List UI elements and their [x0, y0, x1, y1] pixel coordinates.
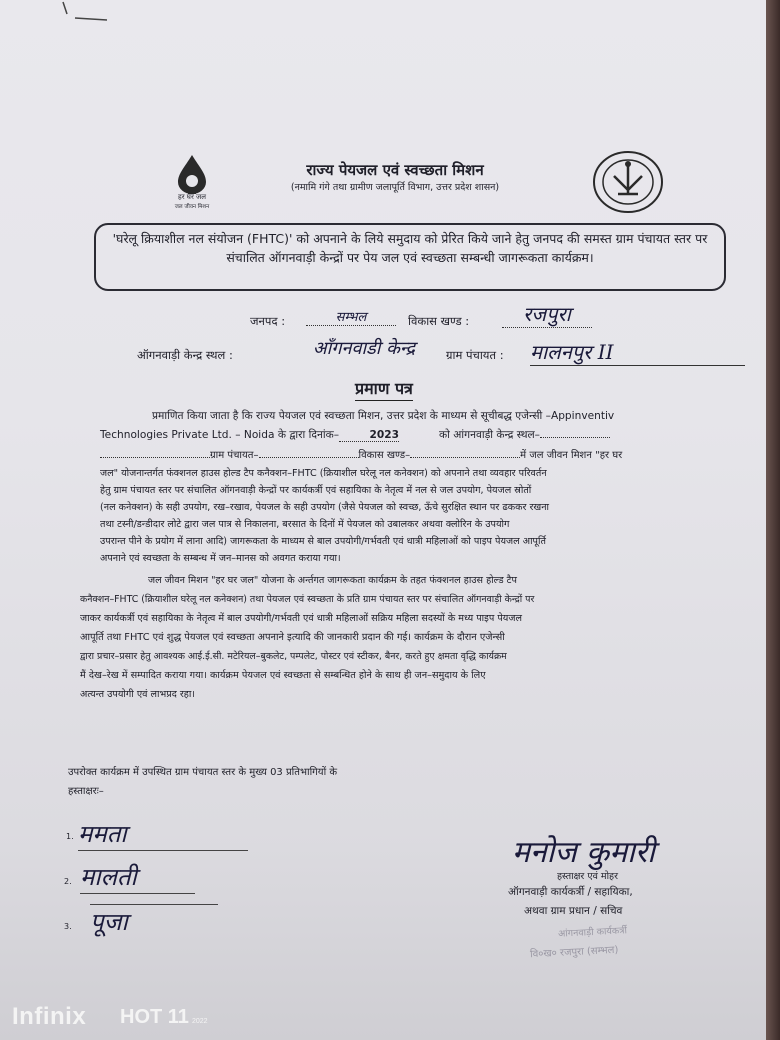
signature-caption: हस्ताक्षर एवं मोहर: [557, 871, 618, 882]
program-title: 'घरेलू क्रियाशील नल संयोजन (FHTC)' को अपनाने के लिये समुदाय को प्रेरित किये जाने हेतु जनपद की समस्त ग्राम पंचायत स्तर पर संचालित ऑगनवाड़ी केन्द्रों पर पेय जल एवं स्वच्छता सम्बन्धी जागरूकता कार्यक्रम।: [112, 231, 708, 265]
participant-signature: मालती: [80, 860, 195, 894]
participants-signature-label: हस्ताक्षरः–: [68, 786, 104, 797]
camera-model-watermark: HOT 11: [120, 1006, 189, 1028]
participants-intro: उपरोक्त कार्यक्रम में उपस्थित ग्राम पंचायत स्तर के मुख्य 03 प्रतिभागियों के: [68, 767, 338, 778]
body-line-3-c: में जल जीवन मिशन "हर घर: [520, 450, 623, 461]
body-line-7: तथा टस्नी/डन्डीदार लोटे द्वारा जल पात्र से निकालना, बरसात के दिनों में पेयजल को उबालकर अथवा क्लोरिन के उपयोग: [100, 519, 510, 530]
vikas-khand-value: रजपुरा: [502, 300, 592, 328]
body-line-2-date: 2023: [339, 429, 399, 442]
vikas-khand-label: विकास खण्ड :: [408, 314, 470, 328]
signatory-role-2: अथवा ग्राम प्रधान / सचिव: [524, 905, 623, 917]
stamp-line-1: आंगनवाड़ी कार्यकर्त्री: [557, 925, 628, 940]
body-line-6: (नल कनेक्शन) के सही उपयोग, रख–रखाव, पेयजल के सही उपयोग (जैसे पेयजल को स्वच्छ, ऊँचे सुरक्षित स्थान पर ढककर रखना: [100, 502, 550, 513]
para2-line: आपूर्ति तथा FHTC एवं शुद्ध पेयजल एवं स्वच्छता अपनाने इत्यादि की जानकारी प्रदान की गई। कार्यक्रम के दौरान एजेन्सी: [80, 632, 505, 643]
body-line-4: जल" योजनान्तर्गत फंक्शनल हाउस होल्ड टैप कनैक्शन–FHTC (क्रियाशील घरेलू नल कनेक्शन) को अपनाने तथा व्यवहार परिवर्तन: [100, 468, 547, 479]
camera-brand-watermark: Infinix: [12, 1003, 87, 1030]
top-pen-marks: [55, 0, 115, 25]
para2-line: जल जीवन मिशन "हर घर जल" योजना के अर्न्तगत जागरूकता कार्यक्रम के तहत फंक्शनल हाउस होल्ड टैप: [148, 575, 517, 586]
camera-year-watermark: 2022: [192, 1018, 208, 1025]
participant-number: 2.: [64, 877, 72, 886]
body-line-9: अपनाने एवं स्वच्छता के सम्बन्ध में जन–मानस को अवगत कराया गया।: [100, 553, 341, 564]
para2-line: कनैक्शन–FHTC (क्रियाशील घरेलू नल कनेक्शन) तथा पेयजल एवं स्वच्छता के प्रति ग्राम पंचायत स्तर पर संचालित ऑगनवाड़ी केन्द्रों पर: [80, 594, 535, 605]
para2-line: मैं देख–रेख में सम्पादित कराया गया। कार्यक्रम पेयजल एवं स्वच्छता से सम्बन्धित होने के साथ ही जन–समुदाय के लिए: [80, 670, 486, 681]
body-line-2: [100, 428, 610, 442]
org-title: राज्य पेयजल एवं स्वच्छता मिशन: [306, 161, 484, 179]
body-line-2-a: Technologies Private Ltd. – Noida के द्वारा दिनांक–: [100, 429, 340, 441]
body-line-5: हेतु ग्राम पंचायत स्तर पर संचालित ऑगनवाड़ी केन्द्रों पर कार्यकर्त्री एवं सहायिका के नेतृत्व में नल से जल उपयोग, पेयजल स्रोतों: [100, 485, 532, 496]
logo-caption: हर घर जल: [178, 193, 206, 201]
har-ghar-jal-logo: [162, 152, 222, 218]
kendra-value: आँगनवाडी केन्द्र: [312, 338, 416, 359]
participant-signature: ममता: [78, 817, 248, 851]
participant-signature: पूजा: [90, 904, 218, 938]
janpad-label: जनपद :: [250, 314, 286, 328]
body-line-8: उपरान्त पीने के प्रयोग में लाना आदि) जागरूकता के माध्यम से बाल उपयोगी/गर्भवती एवं धात्री महिलाओं को पाइप पेयजल आपूर्ति: [100, 536, 546, 547]
para2-line: जाकर कार्यकर्त्री एवं सहायिका के नेतृत्व में बाल उपयोगी/गर्भवती एवं धात्री महिलाओं सक्रिय महिला सदस्यों के मध्य पाइप पेयजल: [80, 613, 522, 624]
org-subtitle: (नमामि गंगे तथा ग्रामीण जलापूर्ति विभाग, उत्तर प्रदेश शासन): [290, 182, 500, 193]
up-government-emblem: [592, 150, 664, 214]
para2-line: अत्यन्त उपयोगी एवं लाभप्रद रहा।: [80, 689, 196, 700]
water-drop-icon: [162, 152, 222, 196]
certificate-heading: प्रमाण पत्र: [355, 377, 413, 401]
janpad-value: सम्भल: [306, 307, 396, 326]
logo-subcaption: जल जीवन मिशन: [174, 204, 210, 210]
para2-line: द्वारा प्रचार–प्रसार हेतु आवश्यक आई.ई.सी. मटेरियल–बुकलेट, पम्पलेट, पोस्टर एवं स्टीकर, बैनर, करते हुए क्षमता वृद्धि कार्यक्रम: [80, 651, 507, 662]
body-line-2-b: को आंगनवाड़ी केन्द्र स्थल–: [439, 429, 540, 441]
body-line-3-b: विकास खण्ड–: [358, 450, 411, 461]
body-line-1: प्रमाणित किया जाता है कि राज्य पेयजल एवं स्वच्छता मिशन, उत्तर प्रदेश के माध्यम से सूचीबद्ध एजेन्सी –Appinventiv: [152, 410, 615, 422]
body-line-3: [100, 447, 622, 461]
signatory-signature: मनोज कुमारी: [512, 835, 655, 870]
panchayat-label: ग्राम पंचायत :: [446, 348, 504, 362]
kendra-label: ऑगनवाड़ी केन्द्र स्थल :: [137, 348, 233, 362]
participant-number: 3.: [64, 922, 72, 931]
body-line-3-a: ग्राम पंचायत–: [210, 450, 259, 461]
signatory-role-1: ऑगनवाड़ी कार्यकर्त्री / सहायिका,: [508, 886, 633, 898]
participant-number: 1.: [66, 832, 74, 841]
page-edge-shadow: [766, 0, 780, 1040]
panchayat-value: मालनपुर II: [530, 338, 745, 366]
stamp-line-2: वि०ख० रजपुरा (सम्भल): [529, 944, 619, 961]
program-title-box: [94, 223, 726, 291]
